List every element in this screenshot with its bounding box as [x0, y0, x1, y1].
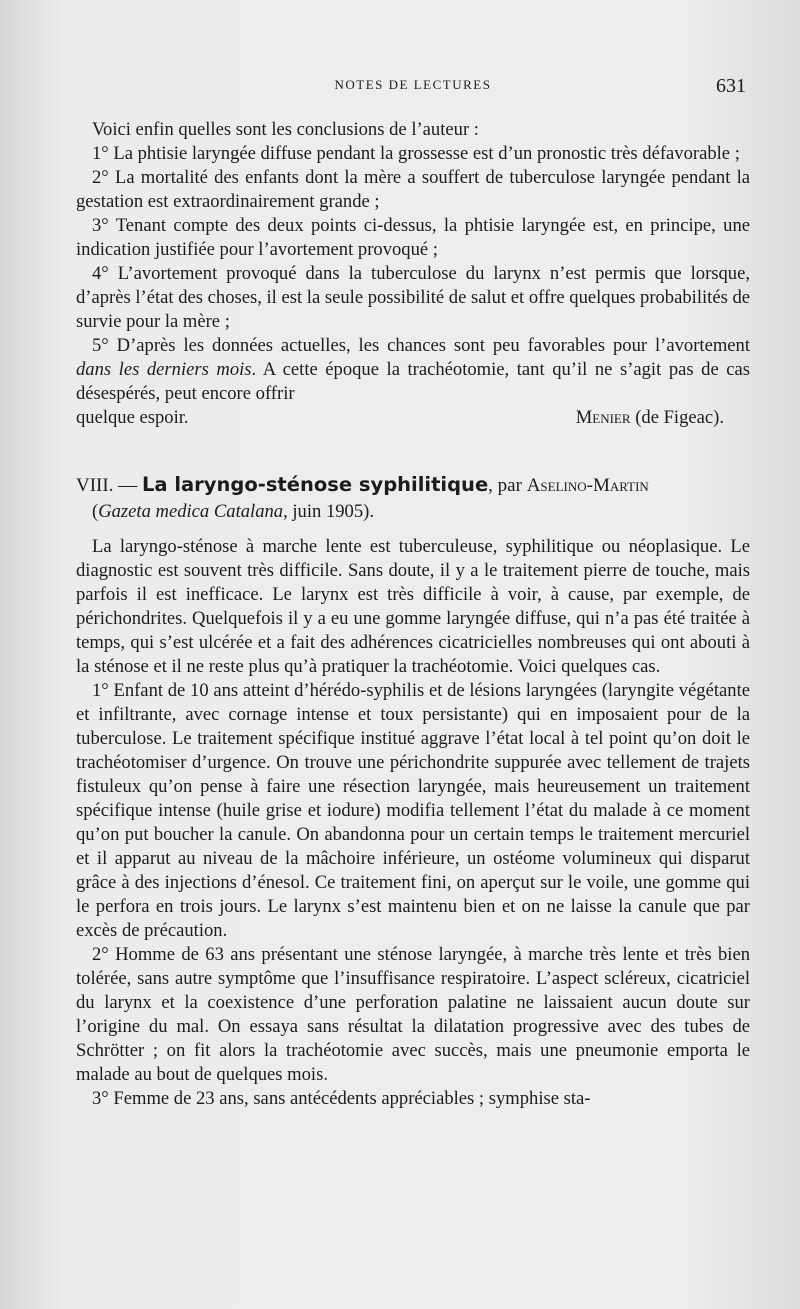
item5-italic: dans les derniers mois [76, 359, 252, 380]
source-open: ( [92, 501, 99, 522]
case-1-paragraph: 1° Enfant de 10 ans atteint d’hérédo-syphilis et de lésions laryngées (laryngite végétante et infiltrante, avec cornage intense et toux persistante) qui en imposaient pour de la tuberculose. Le traitement spécifique institué aggrave l’état local à tel point qu’on doit le trachéotomiser d’urgence. On trouve une périchondrite suppurée avec tellement de trajets fistuleux qu’on pense à faire une résection laryngée, mais heureusement un traitement spécifique intense (huile grise et iodure) modifia tellement l’état du malade à ce moment qu’on put boucher la canule. On abandonna pour un certain temps le traitement mercuriel et il apparut au niveau de la mâchoire inférieure, un ostéome volumineux qui disparut grâce à des injections d’énesol. Ce traitement fini, on aperçut sur le voile, une gomme qui le perfora en trois jours. Le larynx s’est maintenu bien et on ne laisse la canule que par excès de précaution. [76, 680, 750, 941]
conclusion-item-1: 1° La phtisie laryngée diffuse pendant la grossesse est d’un pronostic très défavorable ; [92, 143, 740, 164]
item5-rest: . A cette époque la trachéotomie, tant qu’il ne s’agit pas de cas désespérés, peut encore offrir [76, 359, 750, 404]
author-signature [576, 406, 724, 430]
section-author: Aselino-Martin [526, 475, 649, 496]
running-head [76, 75, 750, 97]
item5-text: 5° D’après les données actuelles, les chances sont peu favorables pour l’avortement [92, 335, 750, 356]
section-title: La laryngo-sténose syphilitique [141, 473, 489, 496]
conclusions-block [76, 118, 750, 430]
section-source [76, 499, 750, 525]
conclusion-item-4: 4° L’avortement provoqué dans la tuberculose du larynx n’est permis que lorsque, d’après l’état des choses, il est la seule possibilité de salut et offre quelques probabilités de survie pour la mère ; [76, 263, 751, 332]
source-journal: Gazeta medica Catalana [98, 501, 284, 522]
page-body [76, 118, 750, 1111]
section-viii [76, 472, 750, 1111]
case-2-paragraph: 2° Homme de 63 ans présentant une sténose laryngée, à marche très lente et très bien tolérée, sans autre symptôme que l’insuffisance respiratoire. L’aspect scléreux, cicatriciel du larynx et la coexistence d’une perforation palatine ne laissaient aucun doute sur l’origine du mal. On essaya sans résultat la dilatation progressive avec des tubes de Schrötter ; on fit alors la trachéotomie avec succès, mais une pneumonie emporta le malade au bout de quelques mois. [76, 944, 750, 1085]
signature-place: (de Figeac). [635, 407, 724, 428]
signature-line [76, 406, 750, 430]
conclusion-item-2: 2° La mortalité des enfants dont la mère a souffert de tuberculose laryngée pendant la gestation est extraordinairement grande ; [76, 167, 750, 212]
section-paragraph: La laryngo-sténose à marche lente est tuberculeuse, syphilitique ou néoplasique. Le diagnostic est souvent très difficile. Sans doute, il y a le traitement pierre de touche, mais parfois il est inefficace. Le larynx est très difficile à voir, à cause, par exemple, de périchondrites. Quelquefois il y a eu une gomme laryngée diffuse, qui n’a pas été traitée à temps, qui s’est ulcérée et a fait des adhérences cicatricielles nombreuses qui ont abouti à la sténose et il ne reste plus qu’à pratiquer la trachéotomie. Voici quelques cas. [76, 536, 750, 677]
section-number: VIII. — [76, 475, 142, 496]
page-number: 631 [716, 75, 746, 97]
section-heading [76, 472, 750, 499]
running-title: NOTES DE LECTURES [334, 77, 492, 92]
source-date: , juin 1905). [283, 501, 374, 522]
case-3-paragraph: 3° Femme de 23 ans, sans antécédents appréciables ; symphise sta- [92, 1088, 591, 1109]
conclusion-item-5 [76, 334, 750, 406]
signature-name: Menier [575, 407, 631, 428]
conclusion-item-3: 3° Tenant compte des deux points ci-dessus, la phtisie laryngée est, en principe, une indication justifiée pour l’avortement provoqué ; [76, 215, 750, 260]
item5-last-line: quelque espoir. [76, 407, 189, 428]
section-by: , par [488, 475, 527, 496]
conclusions-intro: Voici enfin quelles sont les conclusions de l’auteur : [92, 119, 479, 140]
